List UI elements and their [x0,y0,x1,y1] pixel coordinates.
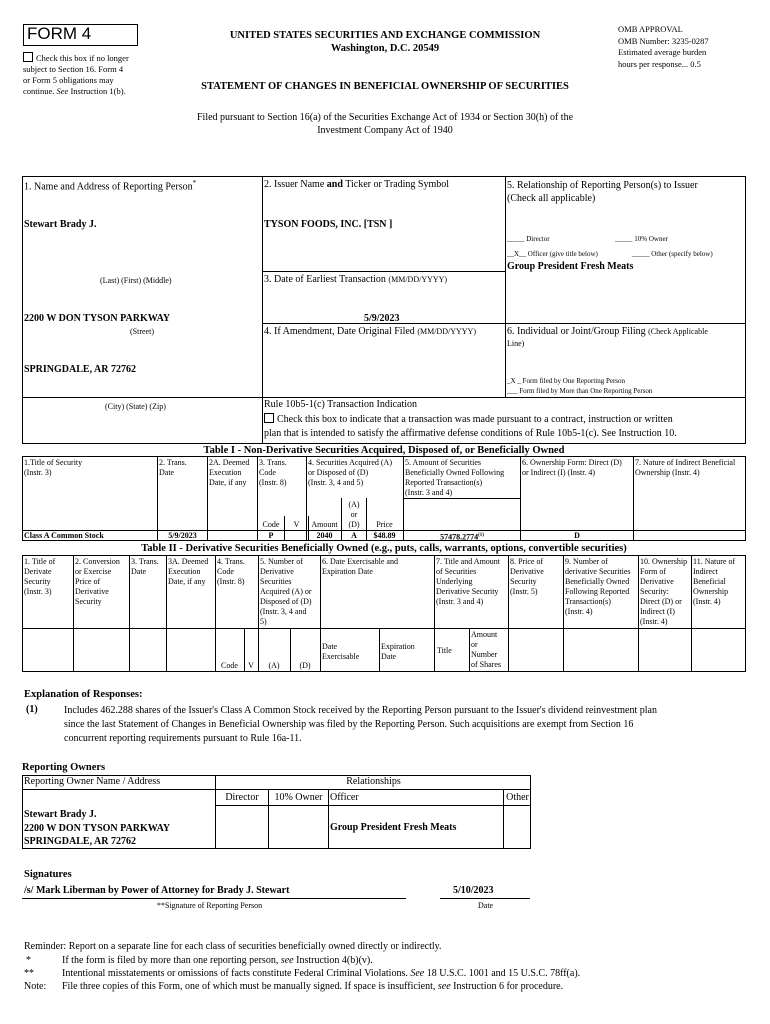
signature-label: **Signature of Reporting Person [157,901,263,910]
name-sublabel: (Last) (First) (Middle) [100,276,172,285]
signature-date: 5/10/2023 [453,885,494,896]
no-longer-checkbox[interactable] [23,52,33,62]
t1-row-aord: A [351,531,357,540]
ten-percent-option[interactable]: _____ 10% Owner [615,235,668,243]
officer-option[interactable]: __X__ Officer (give title below) [507,250,598,258]
t1-sub-amount: Amount [311,520,338,529]
t2-h-ownership-form: 10. Ownership Form of Derivative Security: Direct (D) or Indirect (I) (Instr. 4) [640,557,688,626]
footer-note-mark: Note: [24,981,47,992]
issuer-name: TYSON FOODS, INC. [TSN ] [264,219,393,230]
t2-sub-amount: Amount or Number of Shares [471,630,501,669]
agency-name: UNITED STATES SECURITIES AND EXCHANGE COMMISSION [229,30,541,41]
t2-h-number-owned: 9. Number of derivative Securities Beneficially Owned Following Reported Transaction(s) (Instr. 4) [565,557,631,616]
explanation-text: Includes 462.288 shares of the Issuer's Class A Common Stock received by the Reporting Person pursuant to the Issuer's dividend reinvestment plan since the last Statement of Changes in Beneficial Ownership was filed by the Reporting Person. Such acquisitions are exempt from Section 16 concurrent reporting requirements pursuant to Rule 16a-11. [64,705,657,744]
owners-col-10pct: 10% Owner [274,792,323,803]
signature-date-label: Date [478,901,494,910]
t2-sub-v: V [248,661,254,670]
section2-label: 2. Issuer Name and Ticker or Trading Symbol [264,179,450,190]
t1-row-amount: 2040 [316,531,333,540]
t1-h-amount-owned: 5. Amount of Securities Beneficially Owned Following Reported Transaction(s) (Instr. 3 and 4) [405,458,505,497]
t2-sub-title: Title [437,646,452,655]
city-sublabel: (City) (State) (Zip) [105,402,166,411]
t1-h-code: 3. Trans. Code (Instr. 8) [259,458,287,487]
section3-label: 3. Date of Earliest Transaction (MM/DD/YYYY) [264,274,448,285]
director-option[interactable]: _____ Director [507,235,550,243]
agency-location: Washington, D.C. 20549 [330,43,440,54]
t1-sub-aord: (A) or (D) [348,500,360,529]
t1-sub-price: Price [376,520,393,529]
filed-pursuant: Filed pursuant to Section 16(a) of the Securities Exchange Act of 1934 or Section 30(h) of the Investment Company Act of 1940 [196,112,574,136]
section6-label: 6. Individual or Joint/Group Filing (Check Applicable Line) [507,326,708,348]
t1-h-title: 1.Title of Security (Instr. 3) [24,458,83,477]
owners-col-name: Reporting Owner Name / Address [24,776,161,787]
omb-approval: OMB APPROVAL OMB Number: 3235-0287 Estimated average burden hours per response... 0.5 [618,24,709,69]
reminder: Reminder: Report on a separate line for each class of securities beneficially owned directly or indirectly. [24,941,442,952]
owners-col-officer: Officer [330,792,359,803]
t1-row-price: $48.89 [373,531,396,540]
t1-row-form: D [574,531,580,540]
explanation-title: Explanation of Responses: [24,689,143,700]
form-title: FORM 4 [27,24,92,43]
t1-h-date: 2. Trans. Date [159,458,187,477]
rule-10b5-text: Check this box to indicate that a transaction was made pursuant to a contract, instruction or written plan that is intended to satisfy the affirmative defense conditions of Rule 10b5-1(c). See Instruction 10. [264,414,677,439]
t1-h-nature: 7. Nature of Indirect Beneficial Ownership (Instr. 4) [635,458,736,477]
section1-label: 1. Name and Address of Reporting Person* [24,179,197,193]
t2-sub-d: (D) [299,661,311,670]
t2-h-number: 5. Number of Derivative Securities Acquired (A) or Disposed of (D) (Instr. 3, 4 and 5) [260,557,312,626]
reporting-person-street: 2200 W DON TYSON PARKWAY [24,313,171,324]
no-longer-checkbox-text: Check this box if no longer subject to Section 16. Form 4 or Form 5 obligations may continue. See Instruction 1(b). [23,53,129,96]
multiple-reporting-persons-option[interactable]: ___ Form filed by More than One Reporting Person [507,387,653,395]
signature-text: /s/ Mark Liberman by Power of Attorney for Brady J. Stewart [24,885,290,896]
t2-sub-expiration: Expiration Date [381,642,415,661]
t2-h-date: 3. Trans. Date [131,557,159,576]
t2-sub-date-exercisable: Date Exercisable [322,642,360,661]
t2-h-price: 8. Price of Derivative Security (Instr. 5) [510,557,544,596]
other-option[interactable]: _____ Other (specify below) [632,250,713,258]
signatures-title: Signatures [24,869,72,880]
t2-h-conversion: 2. Conversion or Exercise Price of Derivative Security [75,557,120,606]
one-reporting-person-option[interactable]: _X _ Form filed by One Reporting Person [507,377,626,385]
footer-note-text: File three copies of this Form, one of which must be manually signed. If space is insufficient, see Instruction 6 for procedure. [62,981,564,992]
reporting-person-name: Stewart Brady J. [24,219,97,230]
owners-col-other: Other [506,792,529,803]
t1-h-acquired: 4. Securities Acquired (A) or Disposed of (D) (Instr. 3, 4 and 5) [308,458,392,487]
t1-row-owned: 57478.2774$^{(1)}$ [440,532,484,542]
explanation-number: (1) [26,704,38,715]
t1-row-code: P [268,531,274,540]
owners-col-director: Director [225,792,259,803]
reporting-person-city: SPRINGDALE, AR 72762 [24,364,136,375]
owner-officer-title: Group President Fresh Meats [330,822,457,833]
t1-h-deemed: 2A. Deemed Execution Date, if any [209,458,250,487]
t2-h-nature: 11. Nature of Indirect Beneficial Ownership (Instr. 4) [693,557,736,606]
t2-sub-code: Code [221,661,238,670]
table2-title: Table II - Derivative Securities Beneficially Owned (e.g., puts, calls, warrants, options, convertible securities) [141,543,627,554]
footer-star1-text: If the form is filed by more than one reporting person, see Instruction 4(b)(v). [62,955,373,966]
footer-star1-mark: * [26,955,31,966]
t2-h-title: 1. Title of Derivate Security (Instr. 3) [24,557,56,596]
rule-10b5-checkbox[interactable] [264,413,274,423]
t2-h-exercisable: 6. Date Exercisable and Expiration Date [322,557,398,576]
table1-title: Table I - Non-Derivative Securities Acquired, Disposed of, or Beneficially Owned [203,445,565,456]
t1-sub-code: Code [262,520,280,529]
street-sublabel: (Street) [130,327,154,336]
t2-sub-a: (A) [268,661,280,670]
section5-label: 5. Relationship of Reporting Person(s) to Issuer (Check all applicable) [507,180,698,204]
t1-row-date: 5/9/2023 [168,531,197,540]
rule-10b5-title: Rule 10b5-1(c) Transaction Indication [264,399,418,410]
t2-h-underlying: 7. Title and Amount of Securities Underlying Derivative Security (Instr. 3 and 4) [436,557,501,606]
footer-star2-mark: ** [24,968,34,979]
t1-h-ownership-form: 6. Ownership Form: Direct (D) or Indirect (I) (Instr. 4) [522,458,622,477]
earliest-transaction-date: 5/9/2023 [364,313,400,324]
statement-title: STATEMENT OF CHANGES IN BENEFICIAL OWNERSHIP OF SECURITIES [201,81,569,92]
t1-row-security: Class A Common Stock [24,531,104,540]
officer-title: Group President Fresh Meats [507,261,634,272]
t1-sub-v: V [293,520,300,529]
owner-name-address: Stewart Brady J. 2200 W DON TYSON PARKWAY SPRINGDALE, AR 72762 [24,809,171,847]
section4-label: 4. If Amendment, Date Original Filed (MM/DD/YYYY) [264,326,476,337]
owners-col-relationships: Relationships [346,776,401,787]
reporting-owners-title: Reporting Owners [22,762,106,773]
t2-h-code: 4. Trans. Code (Instr. 8) [217,557,245,586]
footer-star2-text: Intentional misstatements or omissions of facts constitute Federal Criminal Violations. See 18 U.S.C. 1001 and 15 U.S.C. 78ff(a). [62,968,581,979]
t2-h-deemed: 3A. Deemed Execution Date, if any [168,557,209,586]
